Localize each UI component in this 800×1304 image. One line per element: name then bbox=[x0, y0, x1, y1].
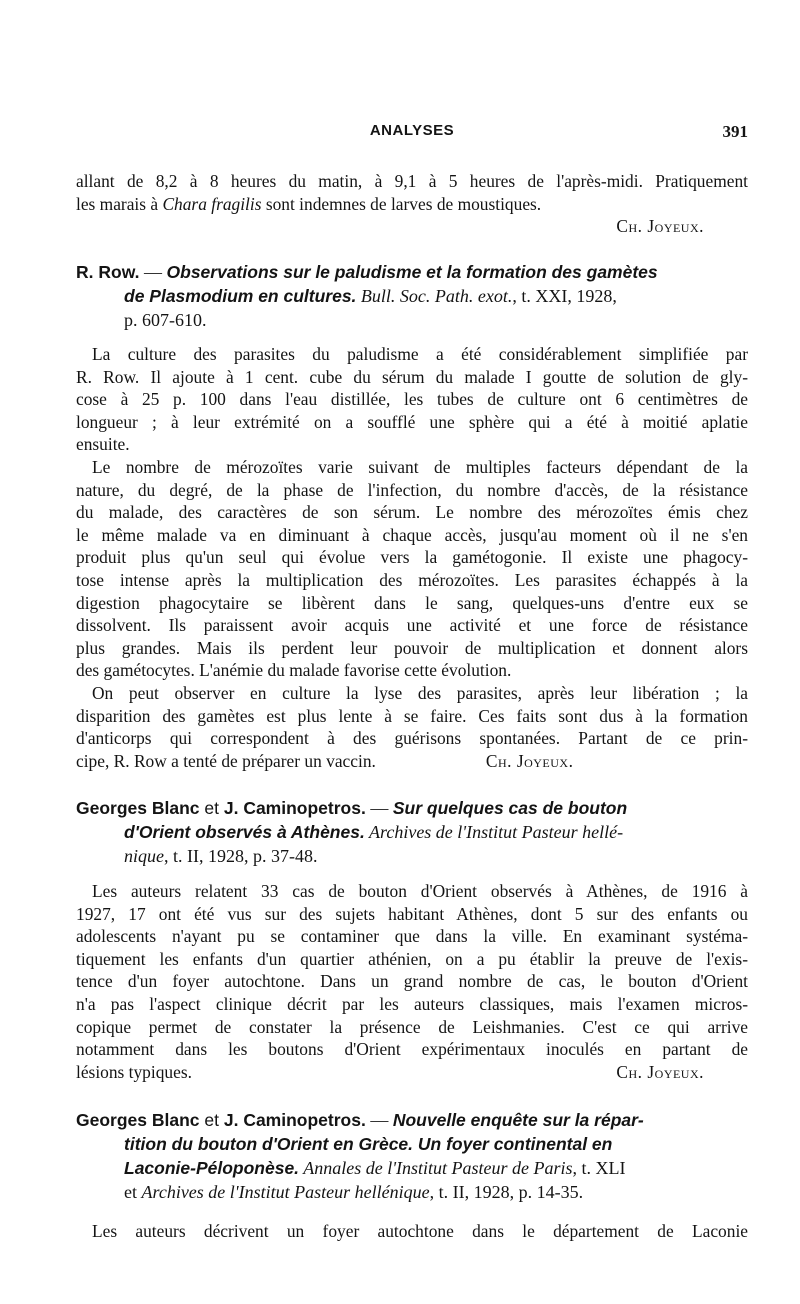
text-line: 1927, 17 ont été vus sur des sujets habitant Athènes, dont 5 sur des enfants ou bbox=[76, 903, 748, 924]
signature-line bbox=[76, 215, 748, 238]
reference-author: Georges Blanc bbox=[76, 798, 200, 818]
text-line: d'anticorps qui correspondent à des guérisons spontanées. Partant de ce prin- bbox=[76, 728, 748, 749]
text-line: du malade, des caractères de son sérum. Le nombre des mérozoïtes émis chez bbox=[76, 502, 748, 523]
text-line: nature, du degré, de la phase de l'infection, du nombre d'accès, de la résistance bbox=[76, 479, 748, 500]
reference-line: de Plasmodium en cultures. Bull. Soc. Path. exot., t. XXI, 1928, bbox=[124, 286, 617, 306]
text-line: tiquement les enfants d'un quartier athénien, on a pu établir la preuve de l'exis- bbox=[76, 948, 748, 969]
reference-journal: Annales de l'Institut Pasteur de Paris bbox=[299, 1158, 573, 1178]
reference-line: tition du bouton d'Orient en Grèce. Un foyer continental en bbox=[124, 1134, 613, 1154]
text-line: longueur ; à leur extrémité on a soufflé une sphère qui a été à moitié aplatie bbox=[76, 411, 748, 432]
text-line: lésions typiques. Ch. Joyeux. bbox=[76, 1061, 748, 1084]
page-header bbox=[76, 122, 748, 146]
reference-journal: Archives de l'Institut Pasteur hellé- bbox=[364, 822, 624, 842]
continuation-paragraph bbox=[76, 170, 748, 238]
reference-line: d'Orient observés à Athènes. Archives de l'Institut Pasteur hellé- bbox=[124, 822, 624, 842]
text-line: digestion phagocytaire se libèrent dans le sang, quelques-uns d'entre eux se bbox=[76, 592, 748, 613]
reference-title: Nouvelle enquête sur la répar- bbox=[392, 1110, 644, 1130]
text-line: disparition des gamètes est plus lente à se faire. Ces faits sont dus à la formation bbox=[76, 705, 748, 726]
text-line: produit plus qu'un seul qui évolue vers la gamétogonie. Il existe une phagocy- bbox=[76, 547, 748, 568]
text-line: copique permet de constater la présence de Leishmanies. C'est ce qui arrive bbox=[76, 1016, 748, 1037]
abstract-paragraph bbox=[76, 880, 748, 1083]
reference-author: Georges Blanc bbox=[76, 1110, 200, 1130]
page-number: 391 bbox=[722, 122, 748, 141]
reference-line: Georges Blanc et J. Caminopetros. — Nouvelle enquête sur la répar- bbox=[76, 1110, 644, 1130]
reference-author: R. Row. bbox=[76, 262, 140, 282]
abstract-paragraph bbox=[76, 343, 748, 772]
reference-line: Georges Blanc et J. Caminopetros. — Sur quelques cas de bouton bbox=[76, 798, 628, 818]
text-line: notamment dans les boutons d'Orient expérimentaux inoculés en partant de bbox=[76, 1039, 748, 1060]
text-line: tence d'un foyer autochtone. Dans un grand nombre de cas, le bouton d'Orient bbox=[76, 971, 748, 992]
signature: Ch. Joyeux. bbox=[616, 216, 704, 237]
reference-title: Observations sur le paludisme et la formation des gamètes bbox=[166, 262, 658, 282]
signature: Ch. Joyeux. bbox=[616, 1061, 704, 1082]
reference-row bbox=[76, 796, 748, 868]
text-line: plus grandes. Mais ils perdent leur pouvoir de multiplication et donnent alors bbox=[76, 637, 748, 658]
reference-line: R. Row. — Observations sur le paludisme et la formation des gamètes bbox=[76, 262, 658, 282]
reference-line: et Archives de l'Institut Pasteur hellénique, t. II, 1928, p. 14-35. bbox=[124, 1182, 584, 1202]
text-line: des gamétocytes. L'anémie du malade favorise cette évolution. bbox=[76, 660, 512, 681]
signature: Ch. Joyeux. bbox=[485, 750, 574, 771]
reference-line: Laconie-Péloponèse. Annales de l'Institut Pasteur de Paris, t. XLI bbox=[124, 1158, 626, 1178]
reference-line: p. 607-610. bbox=[124, 310, 207, 330]
text-line: dissolvent. Ils paraissent avoir acquis une activité et une force de résistance bbox=[76, 615, 748, 636]
text-line: adolescents n'ayant pu se contaminer que dans la ville. En examinant systéma- bbox=[76, 926, 748, 947]
text-line: R. Row. Il ajoute à 1 cent. cube du sérum du malade I goutte de solution de gly- bbox=[76, 366, 748, 387]
reference-title: Sur quelques cas de bouton bbox=[392, 798, 628, 818]
text-line: On peut observer en culture la lyse des parasites, après leur libération ; la bbox=[92, 682, 748, 703]
reference-journal: Bull. Soc. Path. exot. bbox=[360, 286, 513, 306]
text-line: cipe, R. Row a tenté de préparer un vaccin. Ch. Joyeux. bbox=[76, 750, 574, 771]
text-line: ensuite. bbox=[76, 434, 130, 455]
reference-line: nique, t. II, 1928, p. 37-48. bbox=[124, 846, 318, 866]
abstract-paragraph bbox=[76, 1220, 748, 1243]
text-line: n'a pas l'aspect clinique décrit par les auteurs classiques, mais l'examen micros- bbox=[76, 993, 748, 1014]
text-line: Les auteurs décrivent un foyer autochtone dans le département de Laconie bbox=[92, 1221, 748, 1241]
running-title: ANALYSES bbox=[369, 122, 455, 139]
text-line: le même malade va en diminuant à chaque accès, jusqu'au moment où il ne s'en bbox=[76, 524, 748, 545]
text-line: cose à 25 p. 100 dans l'eau distillée, les tubes de culture ont 6 centimètres de bbox=[76, 389, 748, 410]
text-line: allant de 8,2 à 8 heures du matin, à 9,1 à 5 heures de l'après-midi. Pratiquement bbox=[76, 171, 748, 191]
text-line: Les auteurs relatent 33 cas de bouton d'Orient observés à Athènes, de 1916 à bbox=[92, 881, 748, 901]
reference-row bbox=[76, 1108, 748, 1204]
reference-row bbox=[76, 260, 748, 332]
text-line: Le nombre de mérozoïtes varie suivant de multiples facteurs dépendant de la bbox=[92, 456, 748, 477]
text-line: les marais à Chara fragilis sont indemnes de larves de moustiques. bbox=[76, 193, 542, 214]
text-line: La culture des parasites du paludisme a été considérablement simplifiée par bbox=[92, 344, 748, 364]
text-line: tose intense après la multiplication des mérozoïtes. Les parasites échappés à la bbox=[76, 569, 748, 590]
